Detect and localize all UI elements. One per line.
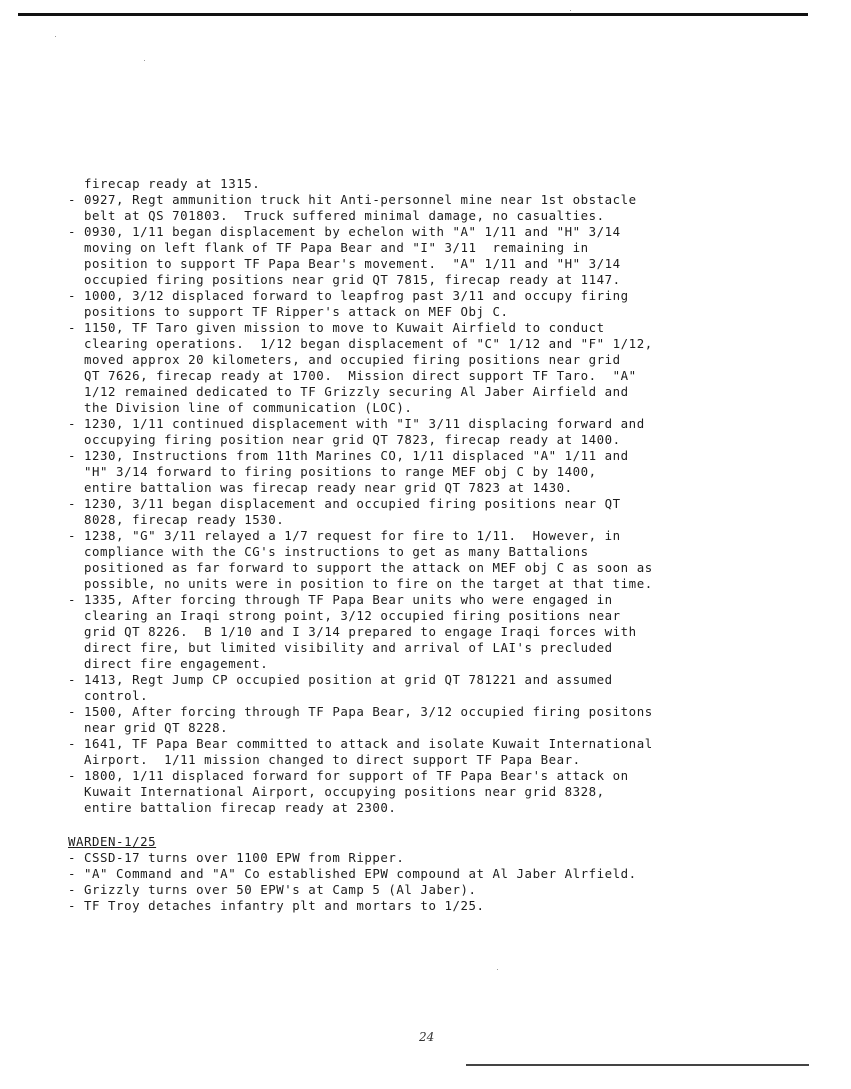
text-line: Kuwait International Airport, occupying positions near grid 8328, xyxy=(68,784,605,799)
page-number: 24 xyxy=(419,1030,435,1044)
text-line: direct fire engagement. xyxy=(68,656,269,671)
text-line: 8028, firecap ready 1530. xyxy=(68,512,285,527)
text-line: - 0927, Regt ammunition truck hit Anti-personnel mine near 1st obstacle xyxy=(68,192,637,207)
entry-list xyxy=(68,176,788,816)
text-line: compliance with the CG's instructions to get as many Battalions xyxy=(68,544,589,559)
text-line: - 1230, 1/11 continued displacement with "I" 3/11 displacing forward and xyxy=(68,416,645,431)
text-line: - 1641, TF Papa Bear committed to attack and isolate Kuwait International xyxy=(68,736,653,751)
text-line: - 1335, After forcing through TF Papa Bear units who were engaged in xyxy=(68,592,613,607)
text-line: - CSSD-17 turns over 1100 EPW from Ripper. xyxy=(68,850,405,865)
text-line: - 0930, 1/11 began displacement by echelon with "A" 1/11 and "H" 3/14 xyxy=(68,224,621,239)
text-line: moving on left flank of TF Papa Bear and "I" 3/11 remaining in xyxy=(68,240,589,255)
top-rule xyxy=(18,13,808,16)
text-line: - "A" Command and "A" Co established EPW compound at Al Jaber Alrfield. xyxy=(68,866,637,881)
text-line: - 1800, 1/11 displaced forward for support of TF Papa Bear's attack on xyxy=(68,768,629,783)
text-line: - 1230, Instructions from 11th Marines CO, 1/11 displaced "A" 1/11 and xyxy=(68,448,629,463)
section-heading: WARDEN-1/25 xyxy=(68,834,157,849)
text-line: Airport. 1/11 mission changed to direct support TF Papa Bear. xyxy=(68,752,581,767)
text-line: - 1000, 3/12 displaced forward to leapfrog past 3/11 and occupy firing xyxy=(68,288,629,303)
text-line: entire battalion firecap ready at 2300. xyxy=(68,800,397,815)
scan-speck xyxy=(144,60,145,61)
text-line: grid QT 8226. B 1/10 and I 3/14 prepared to engage Iraqi forces with xyxy=(68,624,637,639)
scan-speck xyxy=(570,10,571,11)
text-line: positioned as far forward to support the attack on MEF obj C as soon as xyxy=(68,560,653,575)
text-line: QT 7626, firecap ready at 1700. Mission direct support TF Taro. "A" xyxy=(68,368,637,383)
text-line: - Grizzly turns over 50 EPW's at Camp 5 (Al Jaber). xyxy=(68,882,477,897)
text-line: - 1238, "G" 3/11 relayed a 1/7 request for fire to 1/11. However, in xyxy=(68,528,621,543)
section-gap xyxy=(68,816,788,834)
text-line: - 1500, After forcing through TF Papa Bear, 3/12 occupied firing positons xyxy=(68,704,653,719)
scan-speck xyxy=(497,969,498,970)
scan-speck xyxy=(55,36,56,37)
text-line: 1/12 remained dedicated to TF Grizzly securing Al Jaber Airfield and xyxy=(68,384,629,399)
text-line: direct fire, but limited visibility and arrival of LAI's precluded xyxy=(68,640,613,655)
text-line: clearing operations. 1/12 began displacement of "C" 1/12 and "F" 1/12, xyxy=(68,336,653,351)
document-body xyxy=(68,176,788,914)
section-entry-list xyxy=(68,850,788,914)
text-line: "H" 3/14 forward to firing positions to range MEF obj C by 1400, xyxy=(68,464,597,479)
text-line: occupied firing positions near grid QT 7815, firecap ready at 1147. xyxy=(68,272,621,287)
text-line: occupying firing position near grid QT 7823, firecap ready at 1400. xyxy=(68,432,621,447)
text-line: control. xyxy=(68,688,149,703)
text-line: - 1150, TF Taro given mission to move to Kuwait Airfield to conduct xyxy=(68,320,605,335)
text-line: clearing an Iraqi strong point, 3/12 occupied firing positions near xyxy=(68,608,621,623)
text-line: - TF Troy detaches infantry plt and mortars to 1/25. xyxy=(68,898,485,913)
text-line: near grid QT 8228. xyxy=(68,720,229,735)
text-line: positions to support TF Ripper's attack on MEF Obj C. xyxy=(68,304,509,319)
text-line: the Division line of communication (LOC). xyxy=(68,400,413,415)
text-line: moved approx 20 kilometers, and occupied firing positions near grid xyxy=(68,352,621,367)
text-line: firecap ready at 1315. xyxy=(68,176,261,191)
text-line: entire battalion was firecap ready near grid QT 7823 at 1430. xyxy=(68,480,573,495)
text-line: belt at QS 701803. Truck suffered minimal damage, no casualties. xyxy=(68,208,605,223)
text-line: possible, no units were in position to fire on the target at that time. xyxy=(68,576,653,591)
text-line: - 1230, 3/11 began displacement and occupied firing positions near QT xyxy=(68,496,621,511)
text-line: position to support TF Papa Bear's movement. "A" 1/11 and "H" 3/14 xyxy=(68,256,621,271)
bottom-rule xyxy=(466,1064,809,1066)
text-line: - 1413, Regt Jump CP occupied position at grid QT 781221 and assumed xyxy=(68,672,613,687)
